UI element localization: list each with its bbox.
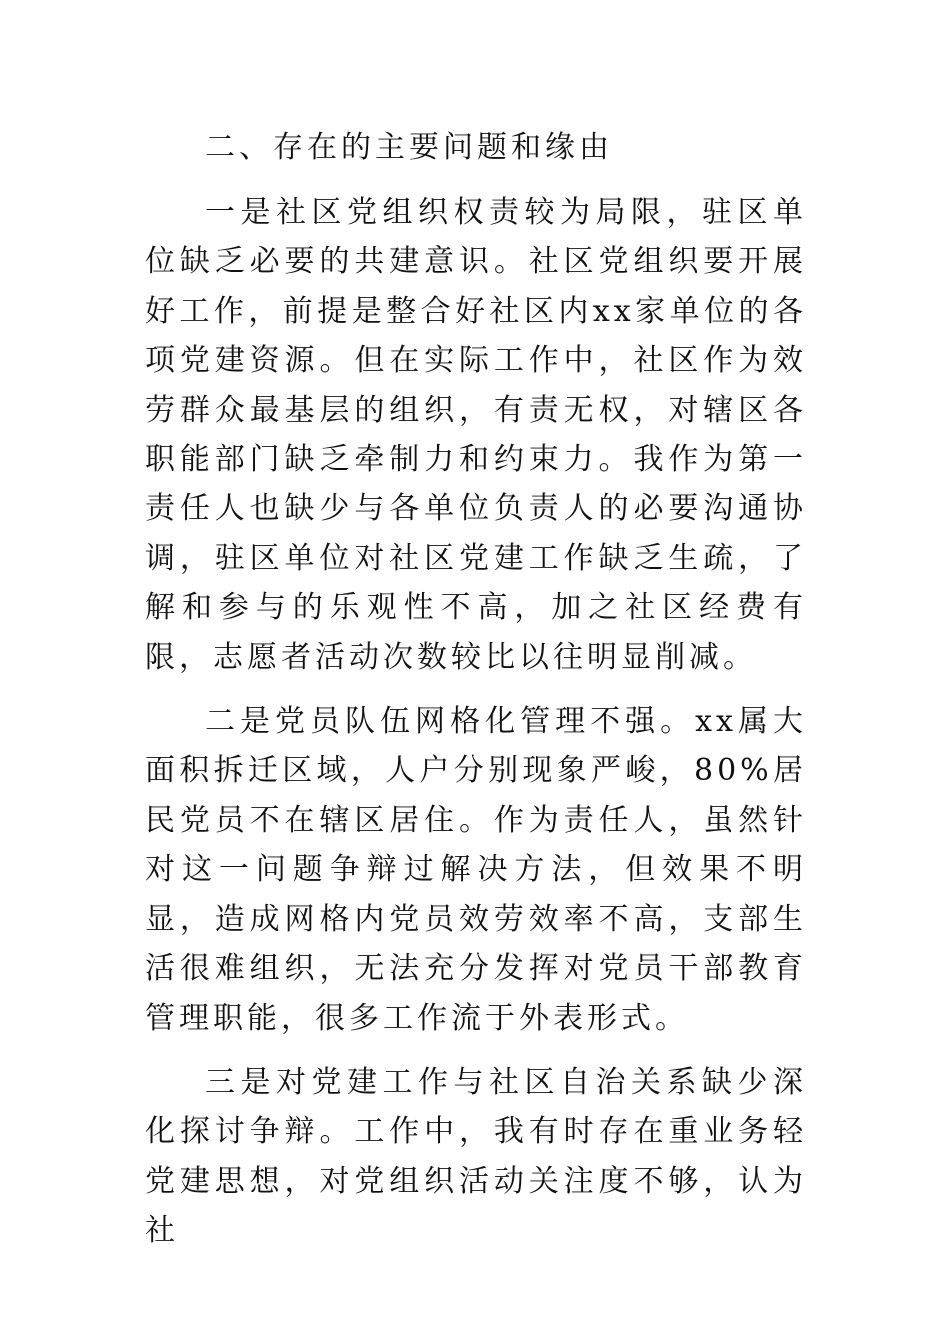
paragraph-1: 一是社区党组织权责较为局限，驻区单位缺乏必要的共建意识。社区党组织要开展好工作，前提是整合好社区内xx家单位的各项党建资源。但在实际工作中，社区作为效劳群众最基层的组织，有责无权，对辖区各职能部门缺乏牵制力和约束力。我作为第一责任人也缺少与各单位负责人的必要沟通协调，驻区单位对社区党建工作缺乏生疏，了解和参与的乐观性不高，加之社区经费有限，志愿者活动次数较比以往明显削减。 bbox=[145, 195, 807, 675]
document-body bbox=[145, 120, 807, 1256]
paragraph-2: 二是党员队伍网格化管理不强。xx属大面积拆迁区域，人户分别现象严峻，80%居民党员不在辖区居住。作为责任人，虽然针对这一问题争辩过解决方法，但效果不明显，造成网格内党员效劳效率不高，支部生活很难组织，无法充分发挥对党员干部教育管理职能，很多工作流于外表形式。 bbox=[145, 704, 807, 1036]
paragraph-3: 三是对党建工作与社区自治关系缺少深化探讨争辩。工作中，我有时存在重业务轻党建思想，对党组织活动关注度不够，认为社 bbox=[145, 1064, 807, 1249]
section-heading: 二、存在的主要问题和缘由 bbox=[205, 130, 613, 165]
